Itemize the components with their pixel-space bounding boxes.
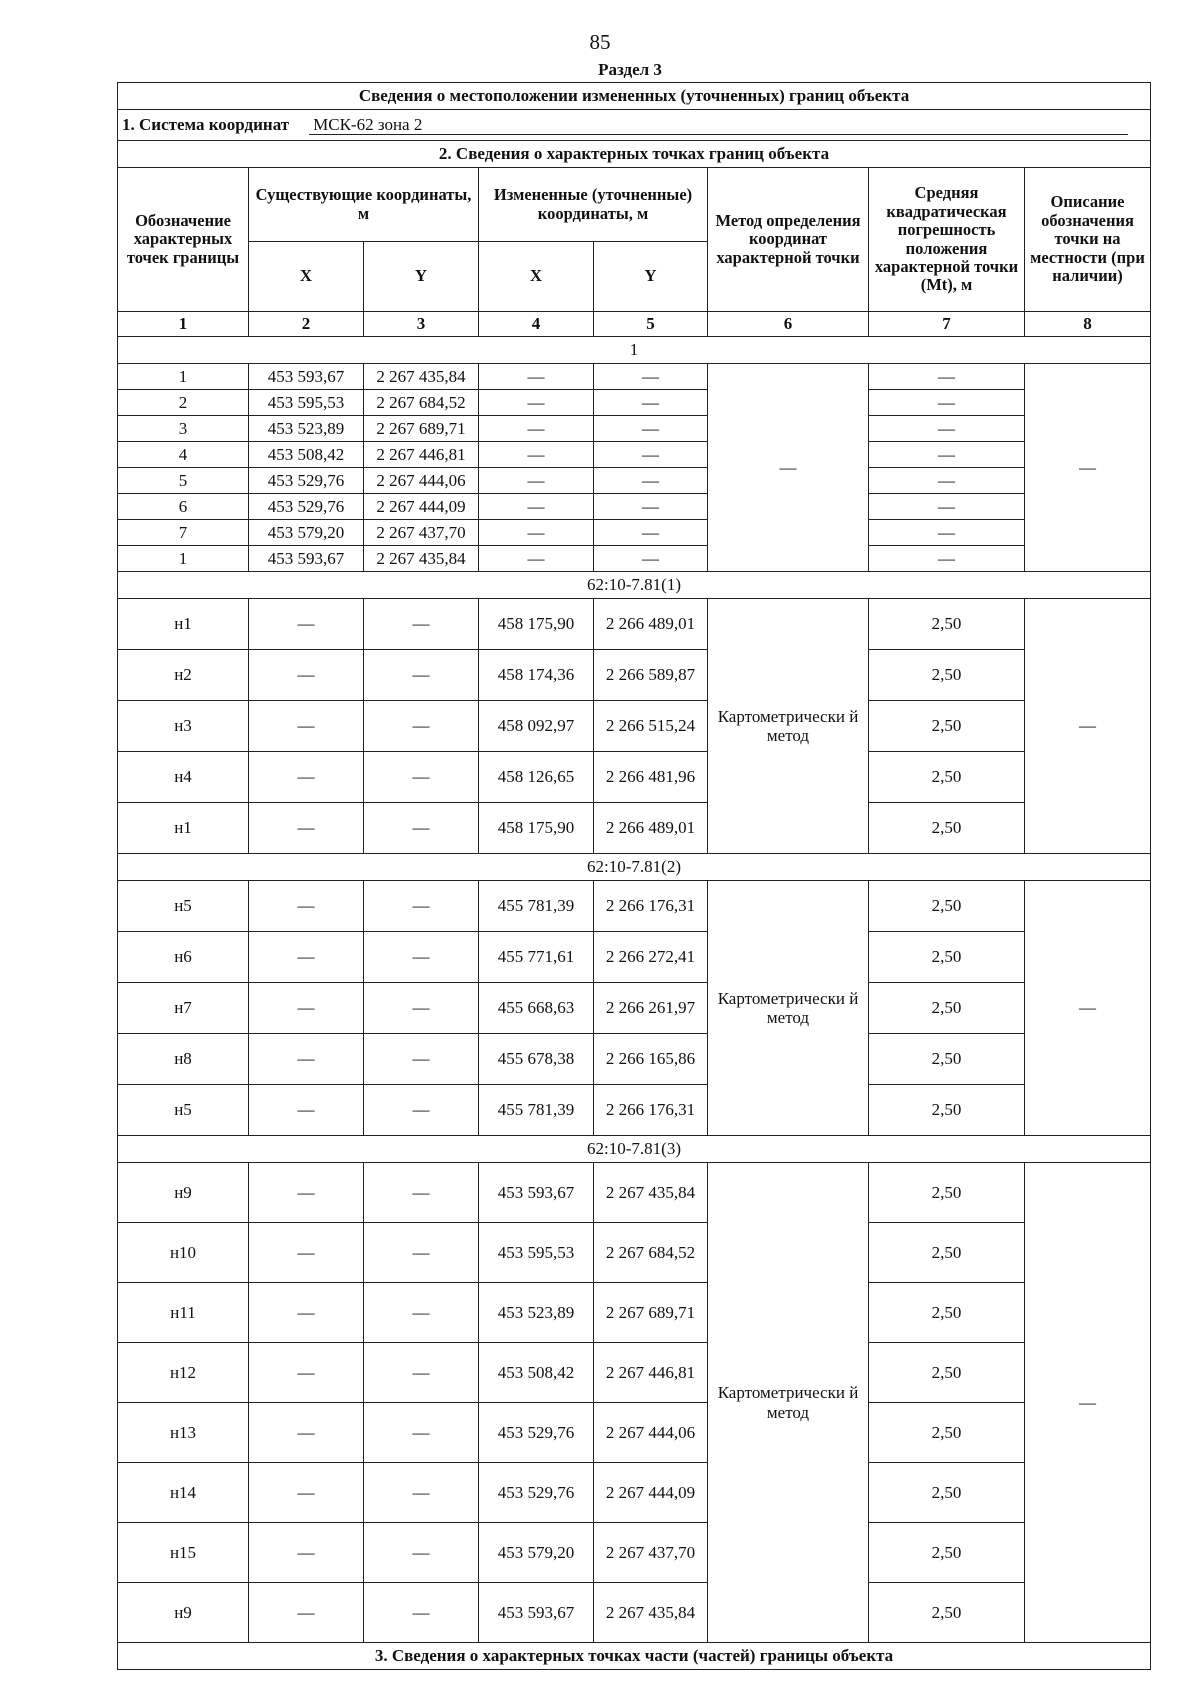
changed-y-cell: 2 267 444,06 bbox=[594, 1403, 708, 1463]
changed-y-cell: — bbox=[594, 546, 708, 572]
group-label: 62:10-7.81(2) bbox=[118, 854, 1151, 881]
group-label: 1 bbox=[118, 337, 1151, 364]
column-number: 1 bbox=[118, 312, 249, 337]
point-cell: н6 bbox=[118, 932, 249, 983]
existing-x-cell: — bbox=[249, 932, 364, 983]
error-cell: 2,50 bbox=[869, 1034, 1025, 1085]
changed-y-cell: 2 266 489,01 bbox=[594, 803, 708, 854]
existing-y-cell: 2 267 684,52 bbox=[364, 390, 479, 416]
header-existing-coords: Существующие координаты, м bbox=[249, 168, 479, 242]
table-row bbox=[118, 932, 1151, 983]
table-row bbox=[118, 520, 1151, 546]
column-number: 4 bbox=[479, 312, 594, 337]
table-row bbox=[118, 546, 1151, 572]
error-cell: 2,50 bbox=[869, 1463, 1025, 1523]
changed-x-cell: 458 175,90 bbox=[479, 803, 594, 854]
error-cell: 2,50 bbox=[869, 983, 1025, 1034]
changed-y-cell: — bbox=[594, 494, 708, 520]
section-label: Раздел 3 bbox=[598, 60, 662, 79]
changed-y-cell: 2 266 489,01 bbox=[594, 599, 708, 650]
existing-y-cell: — bbox=[364, 599, 479, 650]
point-cell: 1 bbox=[118, 546, 249, 572]
existing-x-cell: — bbox=[249, 1463, 364, 1523]
point-cell: н9 bbox=[118, 1583, 249, 1643]
column-number: 2 bbox=[249, 312, 364, 337]
point-cell: н2 bbox=[118, 650, 249, 701]
changed-y-cell: 2 267 684,52 bbox=[594, 1223, 708, 1283]
error-cell: — bbox=[869, 364, 1025, 390]
point-cell: 3 bbox=[118, 416, 249, 442]
point-cell: 2 bbox=[118, 390, 249, 416]
error-cell: 2,50 bbox=[869, 752, 1025, 803]
existing-x-cell: — bbox=[249, 650, 364, 701]
header-point-designation: Обозначение характерных точек границы bbox=[118, 168, 249, 312]
document-title: Сведения о местоположении измененных (уточненных) границ объекта bbox=[118, 83, 1151, 110]
table-row bbox=[118, 752, 1151, 803]
point-cell: н10 bbox=[118, 1223, 249, 1283]
point-cell: н13 bbox=[118, 1403, 249, 1463]
method-cell: Картометрически й метод bbox=[708, 599, 869, 854]
existing-x-cell: — bbox=[249, 1283, 364, 1343]
changed-x-cell: — bbox=[479, 364, 594, 390]
table-row bbox=[118, 416, 1151, 442]
changed-y-cell: 2 266 261,97 bbox=[594, 983, 708, 1034]
description-cell: — bbox=[1025, 881, 1151, 1136]
error-cell: 2,50 bbox=[869, 1223, 1025, 1283]
header-error: Средняя квадратическая погрешность положения характерной точки (Mt), м bbox=[869, 168, 1025, 312]
changed-x-cell: 453 508,42 bbox=[479, 1343, 594, 1403]
point-cell: н14 bbox=[118, 1463, 249, 1523]
table-row bbox=[118, 1403, 1151, 1463]
changed-x-cell: — bbox=[479, 546, 594, 572]
existing-y-cell: — bbox=[364, 1223, 479, 1283]
boundary-table bbox=[117, 82, 1151, 1670]
changed-y-cell: 2 266 176,31 bbox=[594, 881, 708, 932]
changed-x-cell: 455 781,39 bbox=[479, 881, 594, 932]
existing-x-cell: — bbox=[249, 1523, 364, 1583]
changed-x-cell: 455 771,61 bbox=[479, 932, 594, 983]
changed-x-cell: 453 593,67 bbox=[479, 1163, 594, 1223]
description-cell: — bbox=[1025, 599, 1151, 854]
point-cell: н1 bbox=[118, 803, 249, 854]
point-cell: н9 bbox=[118, 1163, 249, 1223]
changed-x-cell: 458 174,36 bbox=[479, 650, 594, 701]
error-cell: 2,50 bbox=[869, 1523, 1025, 1583]
existing-y-cell: — bbox=[364, 1034, 479, 1085]
table-row bbox=[118, 701, 1151, 752]
error-cell: — bbox=[869, 468, 1025, 494]
existing-y-cell: 2 267 444,06 bbox=[364, 468, 479, 494]
existing-y-cell: — bbox=[364, 1583, 479, 1643]
existing-x-cell: — bbox=[249, 1163, 364, 1223]
changed-y-cell: 2 266 272,41 bbox=[594, 932, 708, 983]
existing-y-cell: — bbox=[364, 1163, 479, 1223]
existing-y-cell: 2 267 689,71 bbox=[364, 416, 479, 442]
table-row bbox=[118, 650, 1151, 701]
changed-x-cell: — bbox=[479, 442, 594, 468]
header-description: Описание обозначения точки на местности (при наличии) bbox=[1025, 168, 1151, 312]
column-number: 5 bbox=[594, 312, 708, 337]
point-cell: н8 bbox=[118, 1034, 249, 1085]
point-cell: н4 bbox=[118, 752, 249, 803]
changed-y-cell: 2 266 515,24 bbox=[594, 701, 708, 752]
point-cell: н12 bbox=[118, 1343, 249, 1403]
existing-x-cell: — bbox=[249, 701, 364, 752]
error-cell: 2,50 bbox=[869, 650, 1025, 701]
changed-x-cell: 453 593,67 bbox=[479, 1583, 594, 1643]
error-cell: — bbox=[869, 520, 1025, 546]
description-cell: — bbox=[1025, 364, 1151, 572]
changed-x-cell: — bbox=[479, 390, 594, 416]
changed-y-cell: 2 266 481,96 bbox=[594, 752, 708, 803]
changed-x-cell: 453 529,76 bbox=[479, 1403, 594, 1463]
existing-x-cell: 453 529,76 bbox=[249, 494, 364, 520]
point-cell: 7 bbox=[118, 520, 249, 546]
existing-x-cell: 453 508,42 bbox=[249, 442, 364, 468]
existing-x-cell: — bbox=[249, 1403, 364, 1463]
changed-x-cell: — bbox=[479, 416, 594, 442]
existing-x-cell: — bbox=[249, 752, 364, 803]
existing-x-cell: — bbox=[249, 983, 364, 1034]
changed-y-cell: — bbox=[594, 442, 708, 468]
table-row bbox=[118, 1523, 1151, 1583]
existing-y-cell: — bbox=[364, 932, 479, 983]
table-row bbox=[118, 1163, 1151, 1223]
error-cell: 2,50 bbox=[869, 1283, 1025, 1343]
existing-x-cell: — bbox=[249, 1034, 364, 1085]
table-row bbox=[118, 599, 1151, 650]
point-cell: 6 bbox=[118, 494, 249, 520]
subsection-3-title: 3. Сведения о характерных точках части (частей) границы объекта bbox=[118, 1643, 1151, 1670]
changed-y-cell: 2 267 435,84 bbox=[594, 1163, 708, 1223]
existing-y-cell: — bbox=[364, 752, 479, 803]
subsection-2-title: 2. Сведения о характерных точках границ объекта bbox=[118, 141, 1151, 168]
error-cell: — bbox=[869, 390, 1025, 416]
existing-y-cell: 2 267 437,70 bbox=[364, 520, 479, 546]
table-row bbox=[118, 468, 1151, 494]
existing-x-cell: 453 523,89 bbox=[249, 416, 364, 442]
existing-y-cell: — bbox=[364, 803, 479, 854]
existing-y-cell: 2 267 446,81 bbox=[364, 442, 479, 468]
changed-x-cell: 453 579,20 bbox=[479, 1523, 594, 1583]
error-cell: 2,50 bbox=[869, 599, 1025, 650]
error-cell: 2,50 bbox=[869, 1403, 1025, 1463]
changed-x-cell: 453 529,76 bbox=[479, 1463, 594, 1523]
existing-y-cell: — bbox=[364, 1283, 479, 1343]
error-cell: 2,50 bbox=[869, 1163, 1025, 1223]
error-cell: 2,50 bbox=[869, 1583, 1025, 1643]
changed-x-cell: — bbox=[479, 520, 594, 546]
existing-y-cell: — bbox=[364, 881, 479, 932]
point-cell: 4 bbox=[118, 442, 249, 468]
existing-x-cell: — bbox=[249, 1085, 364, 1136]
group-label: 62:10-7.81(3) bbox=[118, 1136, 1151, 1163]
coordinate-system bbox=[118, 110, 1151, 141]
error-cell: — bbox=[869, 546, 1025, 572]
existing-y-cell: — bbox=[364, 1343, 479, 1403]
changed-y-cell: 2 266 176,31 bbox=[594, 1085, 708, 1136]
coordinate-system-value: МСК-62 зона 2 bbox=[309, 115, 1128, 135]
column-number: 8 bbox=[1025, 312, 1151, 337]
changed-y-cell: 2 267 446,81 bbox=[594, 1343, 708, 1403]
column-number: 6 bbox=[708, 312, 869, 337]
changed-x-cell: 455 781,39 bbox=[479, 1085, 594, 1136]
column-number: 3 bbox=[364, 312, 479, 337]
point-cell: н5 bbox=[118, 1085, 249, 1136]
existing-y-cell: — bbox=[364, 650, 479, 701]
changed-x-cell: 455 668,63 bbox=[479, 983, 594, 1034]
changed-y-cell: 2 267 437,70 bbox=[594, 1523, 708, 1583]
column-number: 7 bbox=[869, 312, 1025, 337]
error-cell: — bbox=[869, 494, 1025, 520]
table-row bbox=[118, 983, 1151, 1034]
point-cell: 1 bbox=[118, 364, 249, 390]
group-label: 62:10-7.81(1) bbox=[118, 572, 1151, 599]
table-row bbox=[118, 803, 1151, 854]
existing-x-cell: — bbox=[249, 881, 364, 932]
changed-x-cell: 458 126,65 bbox=[479, 752, 594, 803]
existing-y-cell: — bbox=[364, 701, 479, 752]
changed-x-cell: 453 523,89 bbox=[479, 1283, 594, 1343]
existing-y-cell: 2 267 444,09 bbox=[364, 494, 479, 520]
existing-y-cell: — bbox=[364, 1085, 479, 1136]
existing-x-cell: — bbox=[249, 1343, 364, 1403]
changed-y-cell: 2 267 444,09 bbox=[594, 1463, 708, 1523]
error-cell: 2,50 bbox=[869, 803, 1025, 854]
changed-y-cell: 2 267 435,84 bbox=[594, 1583, 708, 1643]
point-cell: н1 bbox=[118, 599, 249, 650]
changed-y-cell: — bbox=[594, 416, 708, 442]
table-row bbox=[118, 1343, 1151, 1403]
method-cell: Картометрически й метод bbox=[708, 881, 869, 1136]
existing-x-cell: 453 529,76 bbox=[249, 468, 364, 494]
existing-x-cell: — bbox=[249, 803, 364, 854]
table-row bbox=[118, 1034, 1151, 1085]
method-cell: — bbox=[708, 364, 869, 572]
header-changed-x: X bbox=[479, 242, 594, 312]
table-row bbox=[118, 881, 1151, 932]
changed-x-cell: — bbox=[479, 494, 594, 520]
changed-x-cell: 453 595,53 bbox=[479, 1223, 594, 1283]
changed-x-cell: — bbox=[479, 468, 594, 494]
existing-y-cell: — bbox=[364, 1403, 479, 1463]
error-cell: — bbox=[869, 442, 1025, 468]
table-row bbox=[118, 390, 1151, 416]
changed-y-cell: 2 266 165,86 bbox=[594, 1034, 708, 1085]
existing-y-cell: — bbox=[364, 1523, 479, 1583]
table-row bbox=[118, 364, 1151, 390]
point-cell: н11 bbox=[118, 1283, 249, 1343]
header-method: Метод определения координат характерной точки bbox=[708, 168, 869, 312]
changed-y-cell: — bbox=[594, 520, 708, 546]
existing-x-cell: — bbox=[249, 1583, 364, 1643]
header-existing-x: X bbox=[249, 242, 364, 312]
error-cell: 2,50 bbox=[869, 932, 1025, 983]
coordinate-system-label: 1. Система координат bbox=[122, 114, 290, 134]
point-cell: н7 bbox=[118, 983, 249, 1034]
point-cell: 5 bbox=[118, 468, 249, 494]
description-cell: — bbox=[1025, 1163, 1151, 1643]
error-cell: — bbox=[869, 416, 1025, 442]
table-row bbox=[118, 1463, 1151, 1523]
error-cell: 2,50 bbox=[869, 701, 1025, 752]
error-cell: 2,50 bbox=[869, 1085, 1025, 1136]
existing-x-cell: — bbox=[249, 1223, 364, 1283]
page-number: 85 bbox=[589, 30, 611, 54]
point-cell: н3 bbox=[118, 701, 249, 752]
existing-x-cell: — bbox=[249, 599, 364, 650]
header-changed-y: Y bbox=[594, 242, 708, 312]
method-cell: Картометрически й метод bbox=[708, 1163, 869, 1643]
changed-x-cell: 458 092,97 bbox=[479, 701, 594, 752]
changed-y-cell: — bbox=[594, 390, 708, 416]
changed-x-cell: 455 678,38 bbox=[479, 1034, 594, 1085]
point-cell: н15 bbox=[118, 1523, 249, 1583]
existing-y-cell: 2 267 435,84 bbox=[364, 364, 479, 390]
header-changed-coords: Измененные (уточненные) координаты, м bbox=[479, 168, 708, 242]
existing-y-cell: — bbox=[364, 983, 479, 1034]
error-cell: 2,50 bbox=[869, 1343, 1025, 1403]
existing-x-cell: 453 579,20 bbox=[249, 520, 364, 546]
existing-x-cell: 453 593,67 bbox=[249, 364, 364, 390]
changed-x-cell: 458 175,90 bbox=[479, 599, 594, 650]
table-row bbox=[118, 1223, 1151, 1283]
existing-x-cell: 453 595,53 bbox=[249, 390, 364, 416]
changed-y-cell: — bbox=[594, 468, 708, 494]
error-cell: 2,50 bbox=[869, 881, 1025, 932]
existing-x-cell: 453 593,67 bbox=[249, 546, 364, 572]
table-row bbox=[118, 442, 1151, 468]
changed-y-cell: 2 267 689,71 bbox=[594, 1283, 708, 1343]
table-row bbox=[118, 1085, 1151, 1136]
table-row bbox=[118, 494, 1151, 520]
table-row bbox=[118, 1283, 1151, 1343]
point-cell: н5 bbox=[118, 881, 249, 932]
changed-y-cell: 2 266 589,87 bbox=[594, 650, 708, 701]
header-existing-y: Y bbox=[364, 242, 479, 312]
table-row bbox=[118, 1583, 1151, 1643]
changed-y-cell: — bbox=[594, 364, 708, 390]
existing-y-cell: 2 267 435,84 bbox=[364, 546, 479, 572]
existing-y-cell: — bbox=[364, 1463, 479, 1523]
